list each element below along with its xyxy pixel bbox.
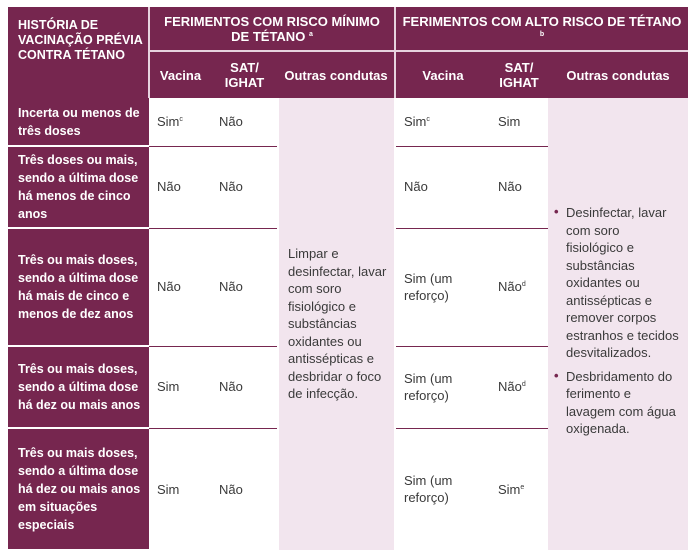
- header-col-vacina-min: Vacina: [149, 51, 211, 98]
- cell-vacina-min-value: Não: [157, 279, 181, 295]
- header-group-high-risk-label: FERIMENTOS COM ALTO RISCO DE TÉTANO: [402, 13, 682, 29]
- cell-vacina-min: [149, 98, 211, 146]
- header-group-min-risk-label: FERIMENTOS COM RISCO MÍNIMO DE TÉTANO: [164, 13, 380, 44]
- header-group-min-risk-sup: a: [308, 30, 313, 38]
- cell-vacina-high: [395, 346, 490, 428]
- list-item: • Desinfectar, lavar com soro fisiológico e substâncias oxidantes ou antissépticas e remover corpos estranhos e tecidos desvitalizados.: [554, 204, 680, 362]
- cell-sat-high-value: Sim: [498, 481, 521, 497]
- header-col-sat-high: SAT/ IGHAT: [490, 51, 548, 98]
- header-group-high-risk: [395, 7, 688, 51]
- cell-outras-high: [548, 98, 688, 550]
- cell-sat-high: [490, 98, 548, 146]
- cell-vacina-min-value: Não: [157, 179, 181, 195]
- table-row: [8, 98, 688, 146]
- cell-vacina-min: [149, 228, 211, 346]
- cell-vacina-min: [149, 146, 211, 228]
- cell-outras-min: Limpar e desinfectar, lavar com soro fisiológico e substâncias oxidantes ou antissépticas e desbridar o foco de infecção.: [278, 98, 395, 550]
- row-history: Três ou mais doses, sendo a última dose há mais de cinco e menos de dez anos: [8, 228, 149, 346]
- cell-vacina-min-sup: c: [179, 116, 183, 123]
- header-col-outras-high: Outras condutas: [548, 51, 688, 98]
- cell-vacina-high-value: Não: [404, 179, 428, 195]
- tetanus-vaccination-table-container: [8, 7, 688, 550]
- cell-sat-high: [490, 228, 548, 346]
- cell-sat-min: [211, 428, 278, 550]
- cell-vacina-high-value: Sim: [404, 114, 427, 129]
- cell-sat-min-value: Não: [219, 279, 243, 295]
- cell-sat-min-value: Não: [219, 114, 243, 129]
- cell-vacina-high-value: Sim (um reforço): [404, 472, 453, 506]
- header-group-min-risk: [149, 7, 395, 51]
- cell-sat-high: [490, 146, 548, 228]
- cell-sat-high-sup: d: [521, 381, 526, 389]
- cell-sat-min: [211, 98, 278, 146]
- cell-sat-min: [211, 346, 278, 428]
- cell-sat-high: [490, 428, 548, 550]
- cell-vacina-high-sup: c: [426, 116, 430, 123]
- cell-sat-min: [211, 228, 278, 346]
- cell-vacina-high: [395, 146, 490, 228]
- row-history: Três ou mais doses, sendo a última dose há dez ou mais anos: [8, 346, 149, 428]
- header-row-groups: [8, 7, 688, 51]
- cell-vacina-high: [395, 98, 490, 146]
- header-group-high-risk-sup: b: [539, 30, 545, 38]
- cell-vacina-min-value: Sim: [157, 379, 180, 395]
- cell-sat-high-value: Sim: [498, 114, 521, 129]
- cell-sat-high: [490, 346, 548, 428]
- cell-vacina-min-value: Sim: [157, 481, 180, 497]
- cell-sat-high-value: Não: [498, 279, 522, 295]
- header-history: HISTÓRIA DE VACINAÇÃO PRÉVIA CONTRA TÉTANO: [8, 7, 149, 98]
- cell-vacina-min: [149, 346, 211, 428]
- cell-sat-min-value: Não: [219, 481, 243, 497]
- tetanus-vaccination-table: [8, 7, 688, 551]
- cell-vacina-high-value: Sim (um reforço): [404, 270, 453, 303]
- cell-vacina-high: [395, 428, 490, 550]
- header-col-outras-min: Outras condutas: [278, 51, 395, 98]
- cell-sat-min: [211, 146, 278, 228]
- cell-sat-high-sup: d: [521, 281, 526, 289]
- cell-sat-high-value: Não: [498, 179, 522, 195]
- row-history: Incerta ou menos de três doses: [8, 98, 149, 146]
- header-col-sat-min: SAT/ IGHAT: [211, 51, 278, 98]
- cell-vacina-high: [395, 228, 490, 346]
- cell-vacina-min: [149, 428, 211, 550]
- header-col-vacina-high: Vacina: [395, 51, 490, 98]
- outras-high-list: [554, 204, 680, 438]
- cell-vacina-min-value: Sim: [157, 114, 180, 129]
- row-history: Três doses ou mais, sendo a última dose há menos de cinco anos: [8, 146, 149, 228]
- cell-sat-min-value: Não: [219, 379, 243, 395]
- cell-vacina-high-value: Sim (um reforço): [404, 370, 453, 403]
- row-history: Três ou mais doses, sendo a última dose há dez ou mais anos em situações especiais: [8, 428, 149, 550]
- list-item: • Desbridamento do ferimento e lavagem com água oxigenada.: [554, 368, 680, 438]
- cell-sat-high-value: Não: [498, 379, 522, 395]
- cell-sat-min-value: Não: [219, 179, 243, 195]
- cell-sat-high-sup: e: [520, 483, 525, 491]
